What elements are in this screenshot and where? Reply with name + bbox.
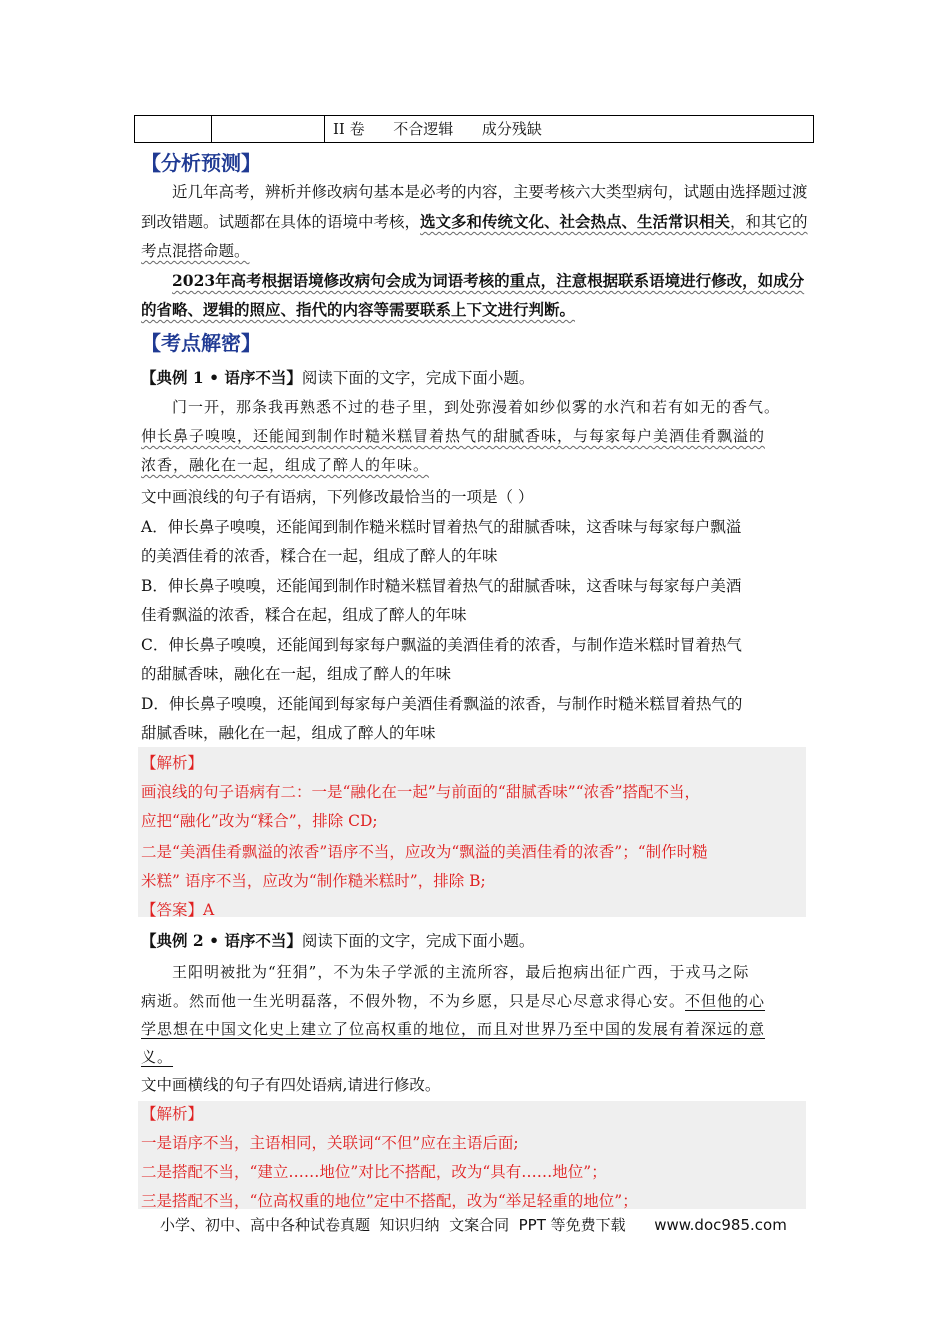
example1-option-d-line-1: D．伸长鼻子嗅嗅，还能闻到每家每户美酒佳肴飘溢的浓香，与制作时糙米糕冒着热气的 bbox=[141, 695, 743, 713]
example1-passage-wavy-2: 伸长鼻子嗅嗅，还能闻到制作时糙米糕冒着热气的甜腻香味，与每家每户美酒佳肴飘溢的 bbox=[141, 427, 766, 445]
example1-option-a-line-1: A．伸长鼻子嗅嗅，还能闻到制作糙米糕时冒着热气的甜腻香味，这香味与每家每户飘溢 bbox=[141, 518, 742, 536]
example2-heading-rest: 阅读下面的文字，完成下面小题。 bbox=[301, 932, 535, 950]
example1-heading-bold: 【典例 1 • 语序不当】 bbox=[141, 368, 302, 387]
example2-analysis-line-1: 一是语序不当，主语相同，关联词“不但”应在主语后面; bbox=[141, 1134, 519, 1152]
example1-passage-wavy-3: 浓香，融化在一起，组成了醉人的年味。 bbox=[141, 456, 430, 474]
example2-passage-line-4 bbox=[141, 1046, 811, 1067]
analysis-p2-text: 2023年高考根据语境修改病句会成为词语考核的重点，注意根据联系语境进行修改，如成分的省略、逻辑的照应、指代的内容等需要联系上下文进行判断。 bbox=[141, 271, 805, 319]
analysis-p1-normal: 近几年高考，辨析并修改病句基本是必考的内容，主要考核六大类型病句，试题由选择题过渡到改错题。试题都在具体的语境中考核， bbox=[141, 183, 808, 231]
example1-heading bbox=[141, 366, 811, 388]
example1-analysis-line-3: 二是“美酒佳肴飘溢的浓香”语序不当，应改为“飘溢的美酒佳肴的浓香”；“制作时糙 bbox=[141, 843, 708, 861]
example1-analysis-label: 【解析】 bbox=[141, 754, 204, 772]
page-footer: 小学、初中、高中各种试卷真题 知识归纳 文案合同 PPT 等免费下载 www.doc985.com bbox=[160, 1216, 787, 1234]
example1-option-a-line-2: 的美酒佳肴的浓香，糅合在一起，组成了醉人的年味 bbox=[141, 547, 498, 565]
example1-option-b-line-2: 佳肴飘溢的浓香，糅合在起，组成了醉人的年味 bbox=[141, 606, 467, 624]
table-cell-content: II 卷 不合逻辑 成分残缺 bbox=[333, 120, 542, 138]
example2-passage-line-2 bbox=[141, 990, 811, 1011]
example2-passage-line-3 bbox=[141, 1018, 811, 1039]
analysis-paragraph-1 bbox=[141, 178, 811, 266]
example2-passage-line-1: 王阳明被批为“狂狷”，不为朱子学派的主流所容，最后抱病出征广西，于戎马之际 bbox=[172, 963, 750, 981]
example2-heading bbox=[141, 929, 811, 951]
example2-analysis-label: 【解析】 bbox=[141, 1105, 204, 1123]
table-cell-empty-1 bbox=[135, 116, 212, 142]
example1-option-d-line-2: 甜腻香味，融化在一起，组成了醉人的年味 bbox=[141, 724, 436, 742]
example2-analysis-line-2: 二是搭配不当，“建立……地位”对比不搭配，改为“具有……地位”； bbox=[141, 1163, 607, 1181]
top-table-row bbox=[134, 115, 814, 143]
example2-passage-line-2-underlined: 不但他的心 bbox=[685, 992, 766, 1010]
example1-passage-line-3 bbox=[141, 454, 811, 475]
section-title-analysis: 【分析预测】 bbox=[141, 151, 261, 175]
analysis-p1-bold: 选文多和传统文化、社会热点、生活常识相关 bbox=[420, 212, 731, 231]
example2-passage-underline-3: 学思想在中国文化史上建立了位高权重的地位，而且对世界乃至中国的发展有着深远的意 bbox=[141, 1020, 766, 1038]
example1-analysis-line-1: 画浪线的句子语病有二：一是“融化在一起”与前面的“甜腻香味”“浓香”搭配不当， bbox=[141, 783, 701, 801]
example2-passage-line-2-normal: 病逝。然而他一生光明磊落，不假外物，不为乡愿，只是尽心尽意求得心安。 bbox=[141, 992, 686, 1010]
example1-passage-line-1: 门一开，那条我再熟悉不过的巷子里，到处弥漫着如纱似雾的水汽和若有如无的香气。 bbox=[172, 398, 781, 416]
analysis-p1-tail: ，和其它的考点混搭命题。 bbox=[141, 213, 808, 260]
example2-analysis-line-3: 三是搭配不当，“位高权重的地位”定中不搭配，改为“举足轻重的地位”； bbox=[141, 1192, 638, 1210]
example1-option-c-line-2: 的甜腻香味，融化在一起，组成了醉人的年味 bbox=[141, 665, 452, 683]
table-cell-empty-2 bbox=[212, 116, 325, 142]
example1-passage-line-2 bbox=[141, 425, 811, 446]
example1-question: 文中画浪线的句子有语病，下列修改最恰当的一项是（ ） bbox=[141, 488, 534, 506]
example1-answer-label: 【答案】 bbox=[141, 901, 204, 919]
example1-answer bbox=[141, 898, 811, 920]
example2-heading-bold: 【典例 2 • 语序不当】 bbox=[141, 931, 302, 950]
example1-heading-rest: 阅读下面的文字，完成下面小题。 bbox=[301, 369, 535, 387]
example2-question: 文中画横线的句子有四处语病,请进行修改。 bbox=[141, 1076, 441, 1094]
analysis-paragraph-2 bbox=[141, 266, 811, 324]
example2-passage-underline-4: 义。 bbox=[141, 1048, 174, 1066]
example1-option-b-line-1: B．伸长鼻子嗅嗅，还能闻到制作时糙米糕冒着热气的甜腻香味，这香味与每家每户美酒 bbox=[141, 577, 742, 595]
example1-analysis-line-4: 米糕” 语序不当，应改为“制作糙米糕时”，排除 B; bbox=[141, 872, 486, 890]
example1-answer-value: A bbox=[203, 901, 215, 919]
example1-option-c-line-1: C．伸长鼻子嗅嗅，还能闻到每家每户飘溢的美酒佳肴的浓香，与制作造米糕时冒着热气 bbox=[141, 636, 742, 654]
section-title-keypoints: 【考点解密】 bbox=[141, 331, 261, 355]
example1-analysis-line-2: 应把“融化”改为“糅合”，排除 CD; bbox=[141, 812, 378, 830]
